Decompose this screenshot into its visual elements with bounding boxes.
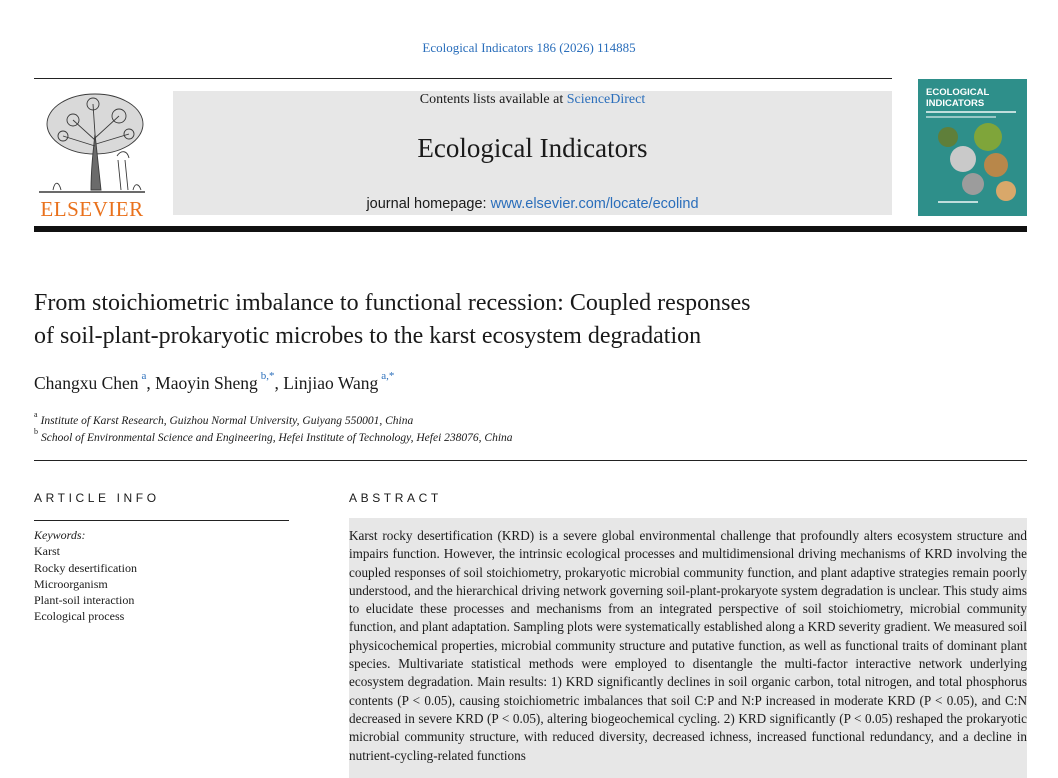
journal-masthead xyxy=(173,91,892,215)
author-name[interactable]: Linjiao Wang xyxy=(283,373,379,393)
article-info-heading: ARTICLE INFO xyxy=(34,491,160,505)
header-rule xyxy=(34,78,892,79)
abstract-box xyxy=(349,518,1027,778)
affiliation-marker: b xyxy=(34,427,38,436)
abstract-text: Karst rocky desertification (KRD) is a severe global environmental challenge that profoundly alters ecosystem structure and impairs function. However, the intrinsic ecological processes and multidimensional driving mechanisms of KRD involving the coupled responses of soil stoichiometry, prokaryotic microbial community function, and plant adaptive strategies remain poorly understood, and the hierarchical driving network governing soil-plant-prokaryote system degradation is unclear. This study aims to elucidate these processes and mechanisms from an integrated perspective of soil stoichiometry, microbial community function, and plant adaptation. Sampling plots were systematically established along a KRD severity gradient. We measured soil physicochemical properties, microbial community structure and putative function, as well as functional traits of dominant plant species. Multivariate statistical methods were employed to disentangle the multi-factor interactive network underlying ecosystem degradation. Main results: 1) KRD significantly declines in soil organic carbon, total nitrogen, and total phosphorus contents (P < 0.05), causing stoichiometric imbalances that soil C:P and N:P increased in moderate KRD (P < 0.05), and C:N decreased in severe KRD (P < 0.05), altering biogeochemical cycling. 2) KRD significantly (P < 0.05) reshaped the prokaryotic microbial community structure, with reduced diversity, decreased ichness, increased functional redundancy, and a decline in nutrient-cycling-related functions xyxy=(349,528,1027,763)
author-affiliation-marker[interactable]: b,* xyxy=(260,370,275,383)
section-rule xyxy=(34,460,1027,461)
author-separator: , xyxy=(274,373,284,393)
author-name[interactable]: Maoyin Sheng xyxy=(155,373,258,393)
cover-title: ECOLOGICAL INDICATORS xyxy=(926,87,990,109)
keyword-item: Ecological process xyxy=(34,609,125,624)
affiliation-marker: a xyxy=(34,410,38,419)
affiliation xyxy=(34,412,413,427)
keyword-item: Karst xyxy=(34,544,60,559)
homepage-prefix: journal homepage: xyxy=(366,196,491,212)
abstract-heading: ABSTRACT xyxy=(349,491,442,505)
article-info-rule xyxy=(34,520,289,521)
affiliation xyxy=(34,429,513,444)
keywords-list xyxy=(34,527,289,625)
sciencedirect-link[interactable]: ScienceDirect xyxy=(566,92,646,107)
header-thick-rule xyxy=(34,226,1027,232)
keyword-item: Microorganism xyxy=(34,576,108,591)
article-title-line-2: of soil-plant-prokaryotic microbes to the karst ecosystem degradation xyxy=(34,323,702,349)
keywords-label: Keywords: xyxy=(34,528,86,542)
article-title-line-1: From stoichiometric imbalance to functional recession: Coupled responses xyxy=(34,290,751,316)
author-separator: , xyxy=(146,373,156,393)
affiliation-text: Institute of Karst Research, Guizhou Normal University, Guiyang 550001, China xyxy=(40,414,414,427)
author-name[interactable]: Changxu Chen xyxy=(34,373,139,393)
keyword-item: Plant-soil interaction xyxy=(34,593,135,608)
contents-prefix: Contents lists available at xyxy=(419,92,567,107)
author-affiliation-marker[interactable]: a,* xyxy=(381,370,395,383)
journal-cover-image[interactable] xyxy=(918,79,1027,216)
contents-line xyxy=(173,91,892,109)
keyword-item: Rocky desertification xyxy=(34,560,137,575)
journal-citation[interactable]: Ecological Indicators 186 (2026) 114885 xyxy=(422,40,636,55)
journal-title: Ecological Indicators xyxy=(417,133,648,163)
homepage-line xyxy=(173,196,892,212)
author-list xyxy=(34,370,395,394)
publisher-wordmark: ELSEVIER xyxy=(40,197,144,221)
affiliation-text: School of Environmental Science and Engineering, Hefei Institute of Technology, Hefei 238076, China xyxy=(41,431,513,444)
article-title xyxy=(34,287,914,353)
author-affiliation-marker[interactable]: a xyxy=(141,370,147,383)
homepage-link[interactable]: www.elsevier.com/locate/ecolind xyxy=(490,196,699,212)
